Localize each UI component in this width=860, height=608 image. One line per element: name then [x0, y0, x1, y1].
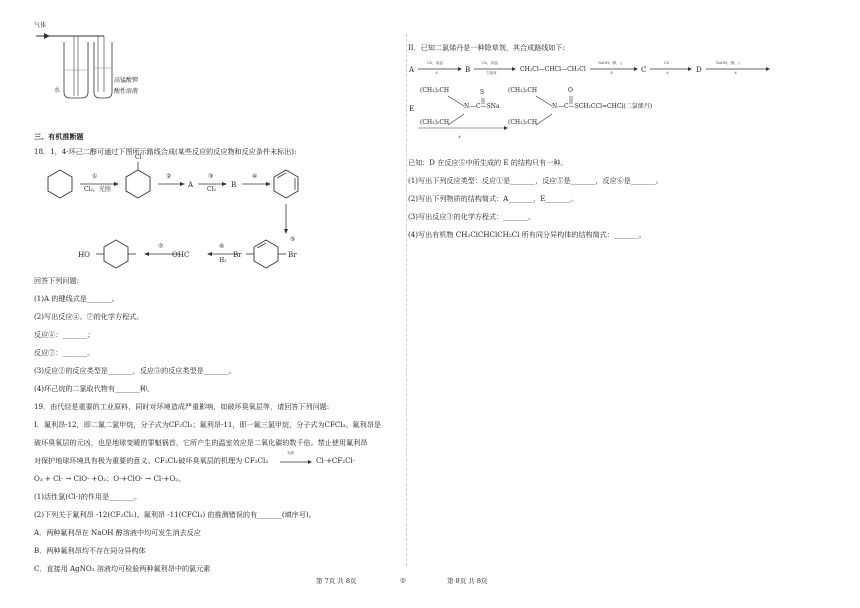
scheme-compound-a: A [188, 180, 194, 189]
water-label: 水 [54, 87, 61, 94]
partII-sub4: (4)写出有机物 CH₂ClCHClCH₂Cl 所有同分异构体的结构简式：_______。 [408, 230, 646, 239]
scheme-step3-label: ③ [208, 173, 214, 180]
scheme-ho: HO [78, 250, 91, 259]
q18-sub3: (3)反应②的反应类型是_______，反应⑤的反应类型是_______。 [34, 366, 236, 375]
route-arrow4-condition: Cl₂ [664, 61, 670, 65]
footer-left-page-number: 第 7页 共 8页 [316, 577, 357, 585]
route-arrow4-number: ④ [666, 71, 670, 75]
q19-para2: 破坏臭氧层的元凶，也是地球变暖的罪魁祸首，它所产生的温室效应是二氧化碳的数千倍。禁止使用氟利昂 [34, 438, 368, 447]
q19-sub1: (1)活性氯(Cl·)的作用是_______。 [34, 492, 142, 501]
q19-sub2: (2)下列关于氟利昂 -12(CF₂Cl₂)、氟利昂 -11(CFCl₃) 的推测错误的有_______(填序号)。 [34, 510, 316, 519]
scheme-compound-b: B [231, 180, 237, 189]
scheme-step1-condition: Cl₂，光照 [84, 186, 111, 193]
product-oxygen: O [568, 87, 573, 94]
reagent-sulfur: S [480, 89, 485, 96]
q19-para3-tail: Cl·+CF₂Cl· [316, 456, 356, 465]
product-upper: (CH₃)₂CH [508, 87, 538, 94]
reagent-label-2: 酸性溶液 [114, 88, 139, 95]
scheme-step7-label: ⑦ [158, 243, 164, 250]
scheme-step6-label: ⑥ [219, 243, 225, 250]
q19-para1: I．氟利昂-12，即二氟二氯甲烷，分子式为CF₂Cl₂；氟利昂-11，即一氟三氯甲烷，分子式为CFCl₃。氟利昂是 [34, 420, 381, 429]
route-c: C [641, 65, 647, 74]
product-lower: (CH₃)₂CH [508, 119, 538, 126]
scheme-step5-label: ⑤ [290, 236, 296, 243]
route-arrow5-number: ⑤ [734, 71, 738, 75]
scheme-step4-label: ④ [252, 173, 258, 180]
partII-stem: II．已知二氯烯丹是一种除草剂，其合成路线如下: [408, 43, 565, 52]
q18-sub1: (1)A 的键线式是_______。 [34, 294, 119, 303]
route-arrow1-condition: Cl₂，高温 [427, 61, 443, 65]
reagent-lower: (CH₃)₂CH [420, 119, 450, 126]
partII-sub1: (1)写出下列反应类型：反应①是_______，反应⑤是_______，反应⑥是_______。 [408, 176, 663, 185]
q19-option-c: C．直接用 AgNO₃ 溶液均可检验两种氟利昂中的氯元素 [34, 564, 211, 573]
q19-para3: 对保护地球环境具有极为重要的意义。CF₂Cl₂破坏臭氧层的机理为 CF₂Cl₂ [34, 456, 269, 465]
footer-right-page-number: 第 8页 共 8页 [447, 577, 488, 585]
partII-sub2: (2)写出下列物质的结构简式：A_______，E_______。 [408, 194, 578, 203]
product-tail: —C—SCH₂CCl=CHCl(二氯烯丹) [558, 103, 653, 110]
reagent-tail: —C—SNa [470, 103, 500, 110]
partII-sub3: (3)写出反应③的化学方程式：_______。 [408, 212, 536, 221]
q19-mechanism: O₃ + Cl· → ClO· +O₂；O·+ClO· → Cl·+O₂。 [34, 474, 186, 483]
route-arrow1-number: ① [435, 71, 439, 75]
q19-option-a: A．两种氟利昂在 NaOH 醇溶液中均可发生消去反应 [34, 528, 201, 537]
route-arrow6-number: ⑥ [458, 135, 462, 139]
route-arrow5-condition: NaOH，醇，△ [716, 61, 741, 65]
q18-reaction4: 反应④：_______； [34, 330, 95, 339]
scheme-br-right: Br [288, 250, 297, 259]
q19-arrow-condition: 光照 [287, 451, 294, 455]
scheme-step1-label: ① [92, 173, 98, 180]
gas-label: 气体 [34, 22, 47, 29]
route-arrow3-condition: NaOH，醇，△ [598, 61, 623, 65]
partII-known: 已知：D 在反应⑤中所生成的 E 的结构只有一种。 [408, 158, 568, 167]
route-b: B [465, 65, 471, 74]
q19-stem: 19．由代烃是重要的工业原料，同时对环境造成严重影响，如破坏臭氧层等，请回答下列问题: [34, 402, 330, 411]
scheme-cl-label: Cl [135, 154, 142, 161]
route-arrow2-condition: Cl₂，常温 [482, 61, 498, 65]
reagent-label-1: 高锰酸钾 [114, 77, 139, 84]
scheme-oh: OH [172, 250, 185, 259]
scheme-step6-condition: H₂ [219, 257, 227, 264]
q18-stem: 18．1，4-环己二醇可通过下图所示路线合成(某些反应的反应物和反应条件未标出): [34, 147, 297, 156]
route-intermediate: CH₂Cl—CHCl—CH₂Cl [520, 66, 586, 73]
reagent-nitrogen: N [464, 103, 470, 110]
scheme-compound-c: C [184, 250, 190, 259]
route-a: A [409, 65, 415, 74]
product-bonds [534, 92, 584, 132]
footer-center-mark: ◎ [400, 576, 406, 584]
route-e: E [409, 104, 415, 113]
q19-reaction-arrow [280, 460, 314, 466]
page-divider [406, 34, 407, 566]
section-heading: 三、有机推断题 [34, 132, 84, 141]
q18-sub4: (4)环己烷的二氯取代物有_______种。 [34, 384, 155, 393]
route-arrow3-number: ③ [610, 71, 614, 75]
scheme-br-left: Br [233, 250, 242, 259]
q18-reaction7: 反应⑦：_______。 [34, 348, 95, 357]
left-page [34, 22, 406, 582]
q18-sub2: (2)写出反应④、⑦的化学方程式。 [34, 312, 144, 321]
scheme-step2-label: ② [166, 173, 172, 180]
q19-option-b: B．两种氟利昂均不存在同分异构体 [34, 546, 146, 555]
q18-scheme-drawing [34, 154, 406, 297]
q18-intro: 回答下列问题: [34, 276, 79, 285]
route-arrow2-number: ②加成 [486, 71, 497, 75]
scheme-step3-condition: Cl₂ [207, 186, 216, 193]
route-d: D [696, 65, 702, 74]
product-nitrogen: N [552, 103, 558, 110]
right-page [408, 22, 828, 582]
reagent-upper: (CH₃)₂CH [420, 87, 450, 94]
